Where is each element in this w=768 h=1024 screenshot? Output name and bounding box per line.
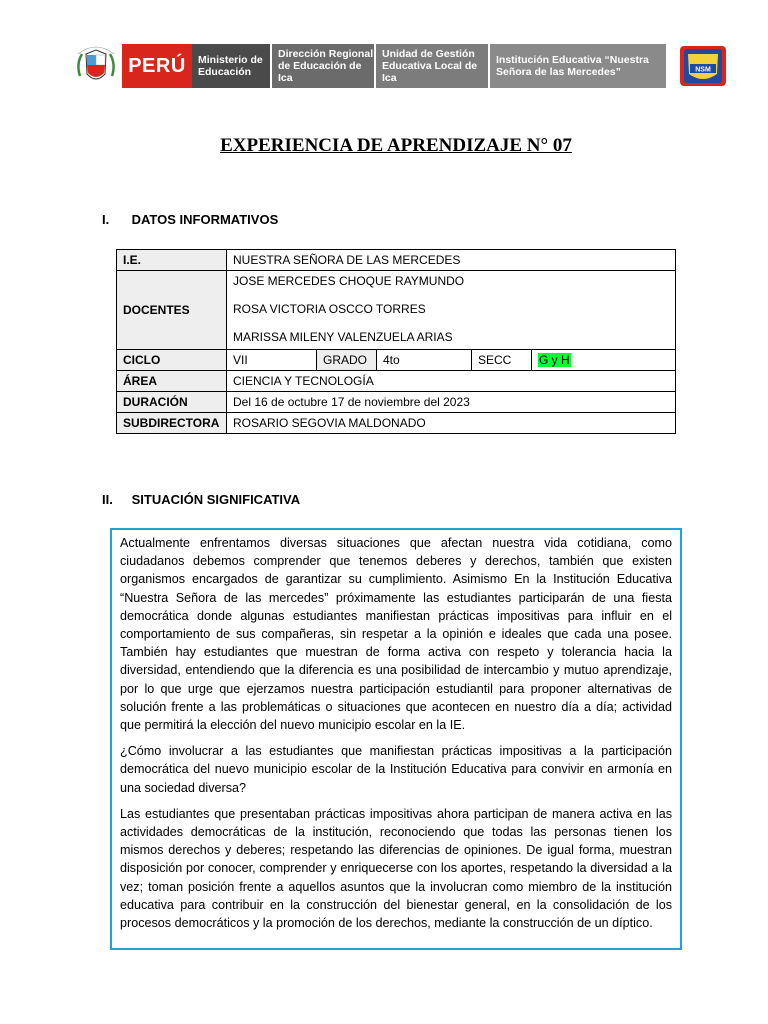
secc-value <box>532 350 676 371</box>
area-value: CIENCIA Y TECNOLOGÍA <box>227 371 676 392</box>
institution-segment: Institución Educativa “Nuestra Señora de las Mercedes” <box>490 44 666 88</box>
ciclo-label: CICLO <box>117 350 227 371</box>
ugel-segment: Unidad de Gestión Educativa Local de Ica <box>376 44 488 88</box>
header-banner <box>70 44 674 88</box>
grado-value: 4to <box>377 350 472 371</box>
page-title: EXPERIENCIA DE APRENDIZAJE N° 07 <box>220 135 572 156</box>
duracion-value: Del 16 de octubre 17 de noviembre del 2023 <box>227 392 676 413</box>
docente-name: ROSA VICTORIA OSCCO TORRES <box>233 302 426 316</box>
crest-text: NSM <box>695 66 711 74</box>
section-number: I. <box>102 212 110 227</box>
table-row <box>117 250 676 271</box>
secc-label: SECC <box>472 350 532 371</box>
ciclo-value: VII <box>227 350 317 371</box>
peru-label: PERÚ <box>122 44 192 88</box>
table-row <box>117 371 676 392</box>
docente-name: MARISSA MILENY VALENZUELA ARIAS <box>233 330 453 344</box>
info-table <box>116 249 676 434</box>
ie-label: I.E. <box>117 250 227 271</box>
situacion-paragraph: Las estudiantes que presentaban prácticas impositivas ahora participan de manera activa en las actividades democráticas de la institución, reconociendo que todas las personas tienen los mismos derechos y deberes; respetando las diferencias de opiniones. De igual forma, muestran disposición por conocer, comprender y enriquecerse con los aportes, respetando la diversidad a la vez; toman posición frente a aquellos asuntos que la involucran como miembro de la institución educativa para contribuir en la construcción del bienestar general, en la consolidación de los procesos democráticos y la promoción de los derechos, mediante la construcción de un díptico. <box>120 806 672 931</box>
situacion-box <box>110 528 682 950</box>
grado-label: GRADO <box>317 350 377 371</box>
subdirectora-label: SUBDIRECTORA <box>117 413 227 434</box>
table-row <box>117 413 676 434</box>
table-row <box>117 392 676 413</box>
ie-value: NUESTRA SEÑORA DE LAS MERCEDES <box>227 250 676 271</box>
table-row <box>117 271 676 350</box>
area-label: ÁREA <box>117 371 227 392</box>
duracion-label: DURACIÓN <box>117 392 227 413</box>
situacion-paragraph: Actualmente enfrentamos diversas situaciones que afectan nuestra vida cotidiana, como ciudadanos debemos comprender que tenemos deberes y derechos, también que existen organismos encargados de garantizar su cumplimiento. Asimismo En la Institución Educativa “Nuestra Señora de las mercedes” próximamente las estudiantes participarán de una fiesta democrática donde algunas estudiantes manifiestan prácticas impositivas para influir en el comportamiento de sus compañeras, sin respetar a la opinión e ideales que cada una posee. También hay estudiantes que muestran de forma activa con respeto y tolerancia hacia la diversidad, entendiendo que la diferencia es una posibilidad de intercambio y mutuo aprendizaje, por lo que urge que ejerzamos nuestra participación estudiantil para proponer alternativas de solución frente a las problemáticas o situaciones que acontecen en nuestro día a día; actividad que permitirá la elección del nuevo municipio escolar en la IE. <box>120 536 672 733</box>
section-number: II. <box>102 492 113 507</box>
section-heading-datos <box>102 212 278 227</box>
school-crest-logo <box>678 44 728 88</box>
section-label: SITUACIÓN SIGNIFICATIVA <box>131 492 301 507</box>
ministry-segment: Ministerio de Educación <box>192 44 270 88</box>
subdirectora-value: ROSARIO SEGOVIA MALDONADO <box>227 413 676 434</box>
peru-shield-logo <box>70 44 122 88</box>
table-row <box>117 350 676 371</box>
docentes-label: DOCENTES <box>117 271 227 350</box>
situacion-question: ¿Cómo involucrar a las estudiantes que manifiestan prácticas impositivas a la participación democrática del nuevo municipio escolar de la Institución Educativa para convivir en armonía en una sociedad diversa? <box>120 744 672 795</box>
section-label: DATOS INFORMATIVOS <box>131 212 279 227</box>
secc-highlight: G y H <box>539 353 570 367</box>
regional-direction-segment: Dirección Regional de Educación de Ica <box>272 44 374 88</box>
docentes-value <box>227 271 676 350</box>
docente-name: JOSE MERCEDES CHOQUE RAYMUNDO <box>233 274 465 288</box>
section-heading-situacion <box>102 492 300 507</box>
